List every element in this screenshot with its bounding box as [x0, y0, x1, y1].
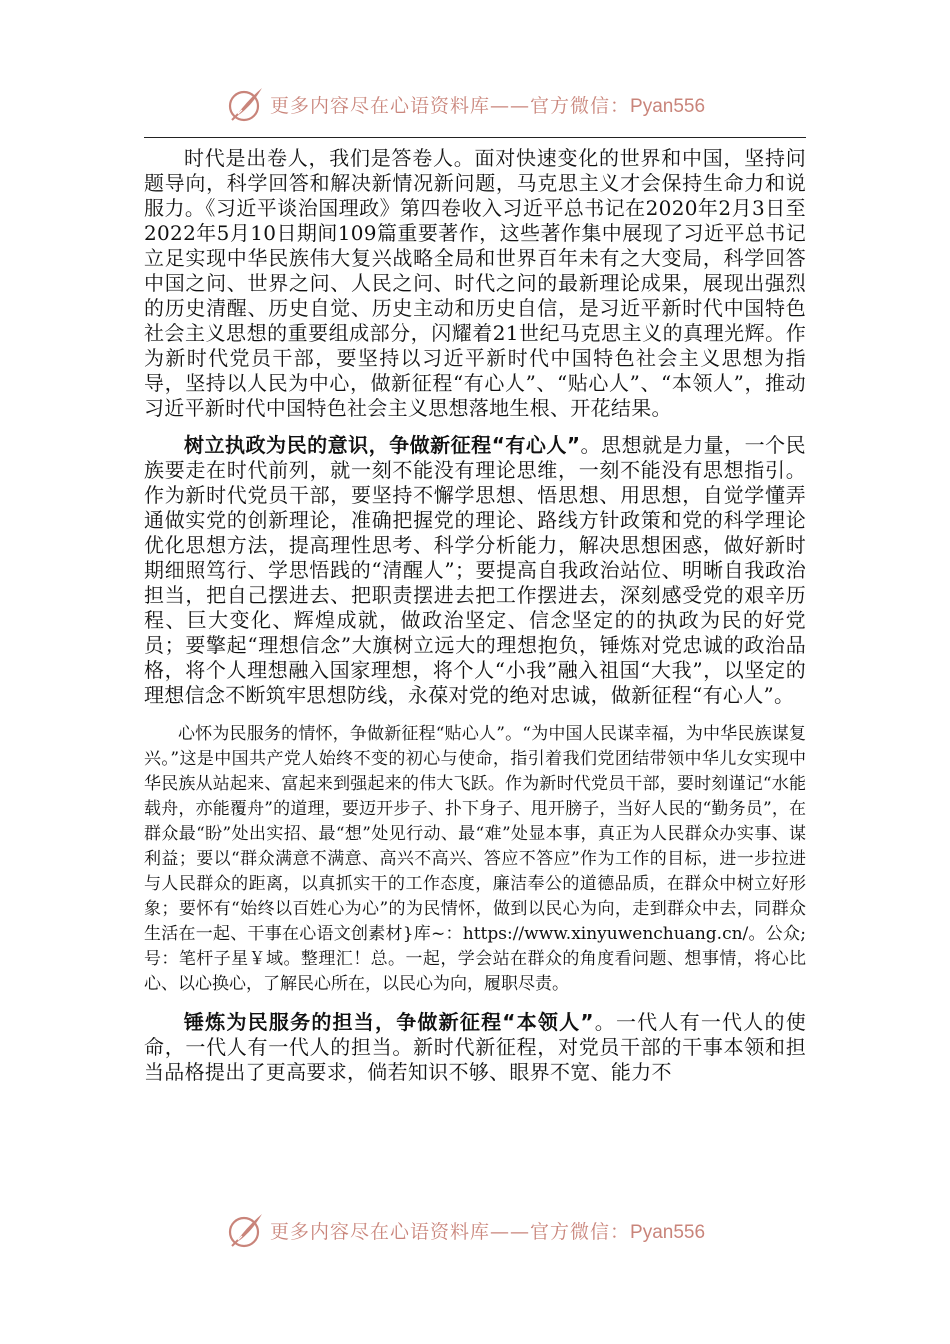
footer-banner	[226, 1210, 786, 1250]
paragraph-youxinren-text: 。思想就是力量，一个民族要走在时代前列，就一刻不能没有理论思维，一刻不能没有思想指引。作为新时代党员干部，要坚持不懈学思想、悟思想、用思想，自觉学懂弄通做实党的创新理论，准确把握党的理论、路线方针政策和党的科学理论优化思想方法，提高理性思考、科学分析能力，解决思想困惑，做好新时期细照笃行、学思悟践的“清醒人”；要提高自我政治站位、明晰自我政治担当，把自己摆进去、把职责摆进去把工作摆进去，深刻感受党的艰辛历程、巨大变化、辉煌成就，做政治坚定、信念坚定的的执政为民的好党员；要擎起“理想信念”大旗树立远大的理想抱负，锤炼对党忠诚的政治品格，将个人理想融入国家理想，将个人“小我”融入祖国“大我”，以坚定的理想信念不断筑牢思想防线，永葆对党的绝对忠诚，做新征程“有心人”。	[144, 433, 806, 707]
paragraph-youxinren-heading: 树立执政为民的意识，争做新征程“有心人”	[184, 433, 581, 457]
footer-banner-text: 更多内容尽在心语资料库——官方微信：Pyan556	[270, 1220, 706, 1243]
paragraph-benlingren-heading: 锤炼为民服务的担当，争做新征程“本领人”	[184, 1010, 594, 1034]
paragraph-benlingren	[144, 1010, 806, 1085]
quill-pen-logo-icon	[226, 1210, 266, 1250]
paragraph-youxinren	[144, 433, 806, 708]
quill-pen-logo-icon	[226, 84, 266, 124]
footer-wechat-id: Pyan556	[630, 1221, 706, 1243]
header-divider	[144, 137, 806, 138]
paragraph-intro: 时代是出卷人，我们是答卷人。面对快速变化的世界和中国，坚持问题导向，科学回答和解决新情况新问题，马克思主义才会保持生命力和说服力。《习近平谈治国理政》第四卷收入习近平总书记在2020年2月3日至2022年5月10日期间109篇重要著作，这些著作集中展现了习近平总书记立足实现中华民族伟大复兴战略全局和世界百年未有之大变局，科学回答中国之问、世界之问、人民之问、时代之问的最新理论成果，展现出强烈的历史清醒、历史自觉、历史主动和历史自信，是习近平新时代中国特色社会主义思想的重要组成部分，闪耀着21世纪马克思主义的真理光辉。作为新时代党员干部，要坚持以习近平新时代中国特色社会主义思想为指导，坚持以人民为中心，做新征程“有心人”、“贴心人”、“本领人”，推动习近平新时代中国特色社会主义思想落地生根、开花结果。	[144, 146, 806, 420]
article-body	[144, 142, 806, 1085]
paragraph-tiexinren: 心怀为民服务的情怀，争做新征程“贴心人”。“为中国人民谋幸福，为中华民族谋复兴。”这是中国共产党人始终不变的初心与使命，指引着我们党团结带领中华儿女实现中华民族从站起来、富起来到强起来的伟大飞跃。作为新时代党员干部，要时刻谨记“水能载舟，亦能覆舟”的道理，要迈开步子、扑下身子、甩开膀子，当好人民的“勤务员”，在群众最“盼”处出实招、最“想”处见行动、最“难”处显本事，真正为人民群众办实事、谋利益；要以“群众满意不满意、高兴不高兴、答应不答应”作为工作的目标，进一步拉进与人民群众的距离，以真抓实干的工作态度，廉洁奉公的道德品质，在群众中树立好形象；要怀有“始终以百姓心为心”的为民情怀，做到以民心为向，走到群众中去，同群众生活在一起、干事在心语文创素材}库~：https://www.xinyuwenchuang.cn/。公众;号：笔杆子星￥域。整理汇！总。一起，学会站在群众的角度看问题、想事情，将心比心、以心换心，了解民心所在，以民心为向，履职尽责。	[144, 724, 806, 994]
header-banner-text: 更多内容尽在心语资料库——官方微信：Pyan556	[270, 94, 706, 117]
header-wechat-id: Pyan556	[630, 95, 706, 117]
paragraph-benlingren-text: 。一代人有一代人的使命，一代人有一代人的担当。新时代新征程，对党员干部的干事本领和担当品格提出了更高要求，倘若知识不够、眼界不宽、能力不	[144, 1010, 807, 1084]
header-banner	[226, 84, 786, 124]
